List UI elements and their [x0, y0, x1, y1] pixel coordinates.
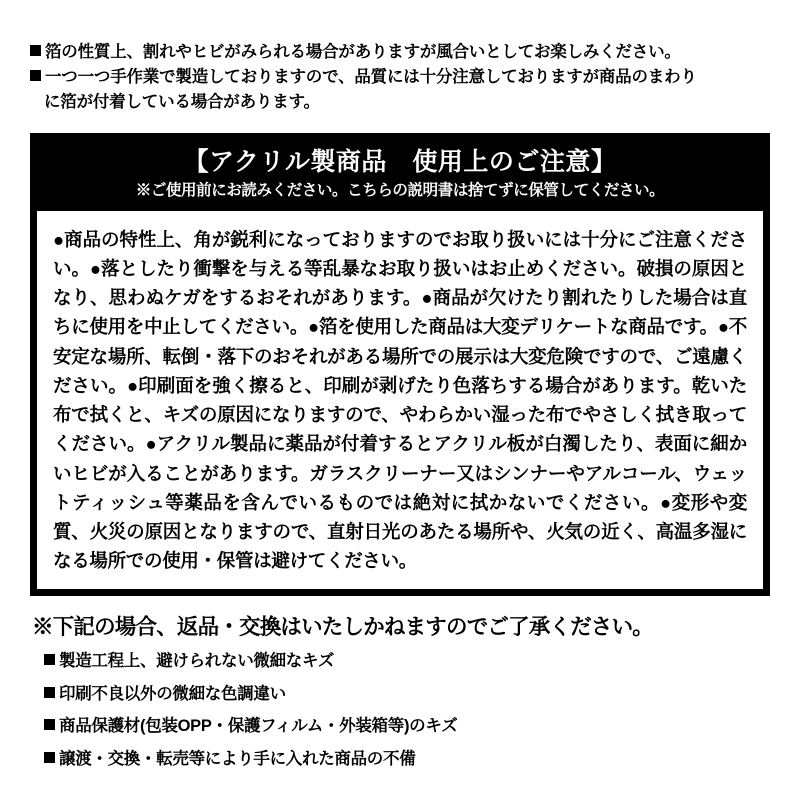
top-note-text: 一つ一つ手作業で製造しておりますので、品質には十分注意しておりますが商品のまわり	[45, 68, 697, 87]
square-bullet-icon	[44, 654, 55, 665]
top-note-text: 箔の性質上、割れやヒビがみられる場合がありますが風合いとしてお楽しみください。	[45, 43, 681, 61]
return-policy-heading: ※下記の場合、返品・交換はいたしかねますのでご了承ください。	[32, 615, 654, 640]
top-note-text: に箔が付着している場合があります。	[44, 93, 320, 112]
notice-box-title: 【アクリル製商品 使用上のご注意】	[183, 148, 617, 177]
return-policy-list	[30, 651, 770, 770]
notice-box	[30, 133, 770, 596]
square-bullet-icon	[30, 70, 41, 81]
top-notes-section	[30, 40, 770, 115]
square-bullet-icon	[44, 719, 55, 730]
notice-box-subtitle: ※ご使用前にお読みください。こちらの説明書は捨てずに保管してください。	[135, 182, 665, 200]
top-note-line	[30, 40, 770, 65]
square-bullet-icon	[44, 752, 55, 763]
list-item	[44, 684, 770, 705]
square-bullet-icon	[30, 45, 41, 56]
list-item-label: 譲渡・交換・転売等により手に入れた商品の不備	[59, 749, 416, 768]
top-note-line	[30, 65, 770, 90]
notice-box-body: ●商品の特性上、角が鋭利になっておりますのでお取り扱いには十分にご注意ください。●落としたり衝撃を与える等乱暴なお取り扱いはお止めください。破損の原因となり、思わぬケガをするおそれがあります。●商品が欠けたり割れたりした場合は直ちに使用を中止してください。●箔を使用した商品は大変デリケートな商品です。●不安定な場所、転倒・落下のおそれがある場所での展示は大変危険ですので、ご遠慮ください。●印刷面を強く擦ると、印刷が剥げたり色落ちする場合があります。乾いた布で拭くと、キズの原因になりますので、やわらかい湿った布でやさしく拭き取ってください。●アクリル製品に薬品が付着するとアクリル板が白濁したり、表面に細かいヒビが入ることがあります。ガラスクリーナー又はシンナーやアルコール、ウェットティッシュ等薬品を含んでいるものでは絶対に拭かないでください。●変形や変質、火災の原因となりますので、直射日光のあたる場所や、火気の近く、高温多湿になる場所での使用・保管は避けてください。	[53, 228, 747, 572]
square-bullet-icon	[44, 687, 55, 698]
list-item-label: 商品保護材(包装OPP・保護フィルム・外装箱等)のキズ	[59, 717, 458, 736]
list-item	[44, 651, 770, 672]
list-item	[44, 749, 770, 770]
top-note-line-continuation	[30, 90, 770, 115]
list-item-label: 印刷不良以外の微細な色調違い	[59, 684, 286, 703]
list-item-label: 製造工程上、避けられない微細なキズ	[59, 652, 335, 671]
notice-box-header	[37, 140, 763, 211]
list-item	[44, 716, 770, 737]
